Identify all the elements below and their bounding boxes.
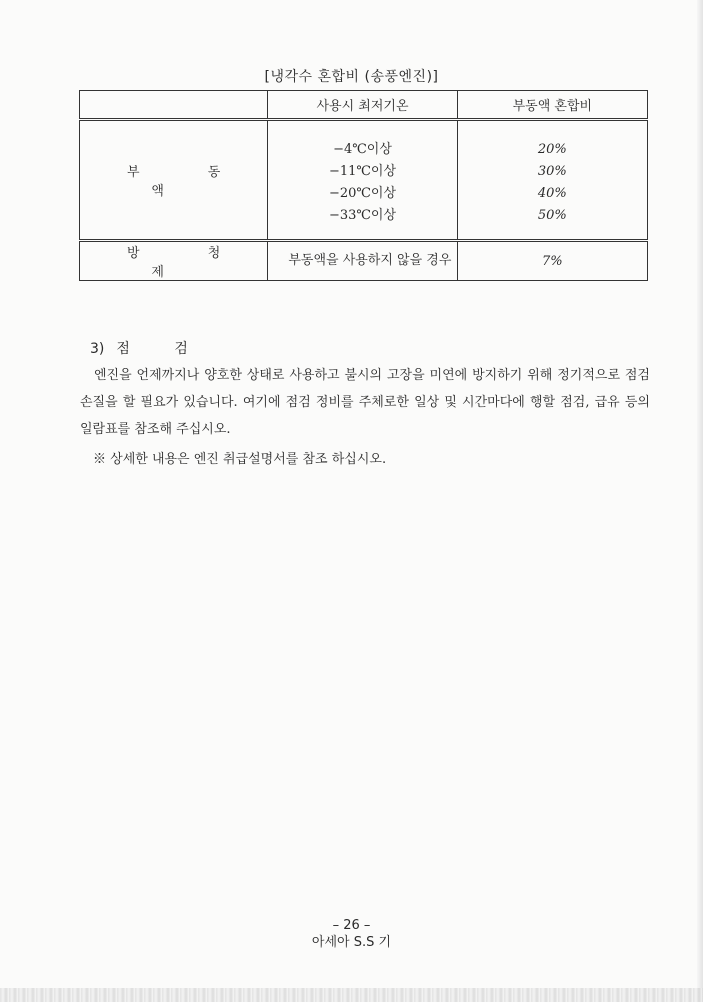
anticorrosion-ratio: 7% <box>457 241 647 281</box>
page-footer <box>0 917 703 951</box>
section-title: 점 검 <box>116 341 208 357</box>
page-number: – 26 – <box>332 918 371 933</box>
temp-item: −33℃이상 <box>328 208 397 223</box>
table-title: [냉각수 혼합비 (송풍엔진)] <box>264 69 439 85</box>
header-blank <box>80 91 268 120</box>
company-name: 아세아 S.S 기 <box>311 935 392 950</box>
page-edge-bottom <box>0 988 703 1002</box>
anticorrosion-row <box>80 241 648 281</box>
anticorrosion-condition: 부동액을 사용하지 않을 경우 <box>268 241 457 281</box>
antifreeze-temps <box>268 120 457 241</box>
temp-item: −11℃이상 <box>328 164 397 179</box>
ratio-item: 40% <box>537 186 567 201</box>
antifreeze-ratios <box>457 120 647 241</box>
table-header-row <box>80 91 648 120</box>
anticorrosion-label: 방 청 제 <box>80 241 268 281</box>
ratio-item: 50% <box>537 208 567 223</box>
section-heading <box>90 338 208 358</box>
coolant-mix-table <box>79 90 648 281</box>
ratio-item: 20% <box>537 142 567 157</box>
header-min-temp: 사용시 최저기온 <box>268 91 457 120</box>
page-edge-right <box>697 0 703 1002</box>
temp-item: −20℃이상 <box>328 186 397 201</box>
antifreeze-row <box>80 120 648 241</box>
section-number: 3) <box>90 341 105 357</box>
header-mix-ratio: 부동액 혼합비 <box>457 91 647 120</box>
temp-item: −4℃이상 <box>333 142 392 157</box>
ratio-item: 30% <box>537 164 567 179</box>
section-paragraph: 엔진을 언제까지나 양호한 상태로 사용하고 불시의 고장을 미연에 방지하기 위해 정기적으로 점검 손질을 할 필요가 있습니다. 여기에 점검 정비를 주체로한 일상 및 시간마다에 행할 점검, 급유 등의 일람표를 참조해 주십시오. <box>80 368 650 437</box>
antifreeze-label: 부 동 액 <box>80 120 268 241</box>
reference-note: ※ 상세한 내용은 엔진 취급설명서를 참조 하십시오. <box>93 452 387 467</box>
